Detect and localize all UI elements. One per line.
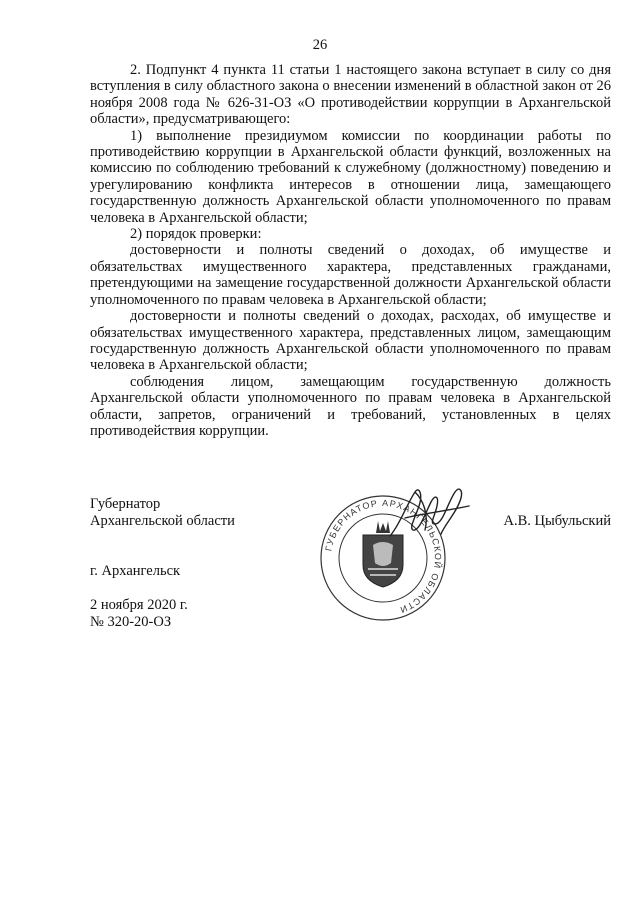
svg-text:ГУБЕРНАТОР АРХАНГЕЛЬСКОЙ ОБЛАС: ГУБЕРНАТОР АРХАНГЕЛЬСКОЙ ОБЛАСТИ [323,497,444,616]
paragraph-1: 2. Подпункт 4 пункта 11 статьи 1 настоящего закона вступает в силу со дня вступления в силу областного закона о внесении изменений в областной закон от 26 ноября 2008 года № 626-31-ОЗ «О противодействии коррупции в Архангельской области», предусматривающего: [90,62,611,128]
date-block [90,597,188,631]
law-number: № 320-20-ОЗ [90,614,172,630]
city: г. Архангельск [90,563,181,579]
law-date: 2 ноября 2020 г. [90,597,188,613]
signatory-name: А.В. Цыбульский [503,513,611,529]
signatory-title [90,496,235,530]
paragraph-3: 2) порядок проверки: [130,226,262,243]
paragraph-5: достоверности и полноты сведений о доходах, расходах, об имуществе и обязательствах имущественного характера, представленных лицом, замещающим государственную должность Архангельской области уполномоченного по правам человека в Архангельской области; [90,308,611,374]
paragraph-4: достоверности и полноты сведений о доходах, об имуществе и обязательствах имущественного характера, представленных гражданами, претендующими на замещение государственной должности Архангельской области уполномоченного по правам человека в Архангельской области; [90,242,611,308]
page-number: 26 [312,37,328,53]
document-body [90,62,611,439]
paragraph-2: 1) выполнение президиумом комиссии по координации работы по противодействию коррупции в Архангельской области функций, возложенных на комиссию по соблюдению требований к служебному (должностному) поведению и урегулированию конфликта интересов в отношении лица, замещающего государственную должность Архангельской области уполномоченного по правам человека в Архангельской области; [90,127,611,226]
paragraph-6: соблюдения лицом, замещающим государственную должность Архангельской области уполномоченного по правам человека в Архангельской области, запретов, ограничений и требований, установленных в целях противодействия коррупции. [90,373,611,439]
signatory-title-line-1: Губернатор [90,496,161,512]
signatory-title-line-2: Архангельской области [90,513,235,529]
handwritten-signature [385,484,475,544]
